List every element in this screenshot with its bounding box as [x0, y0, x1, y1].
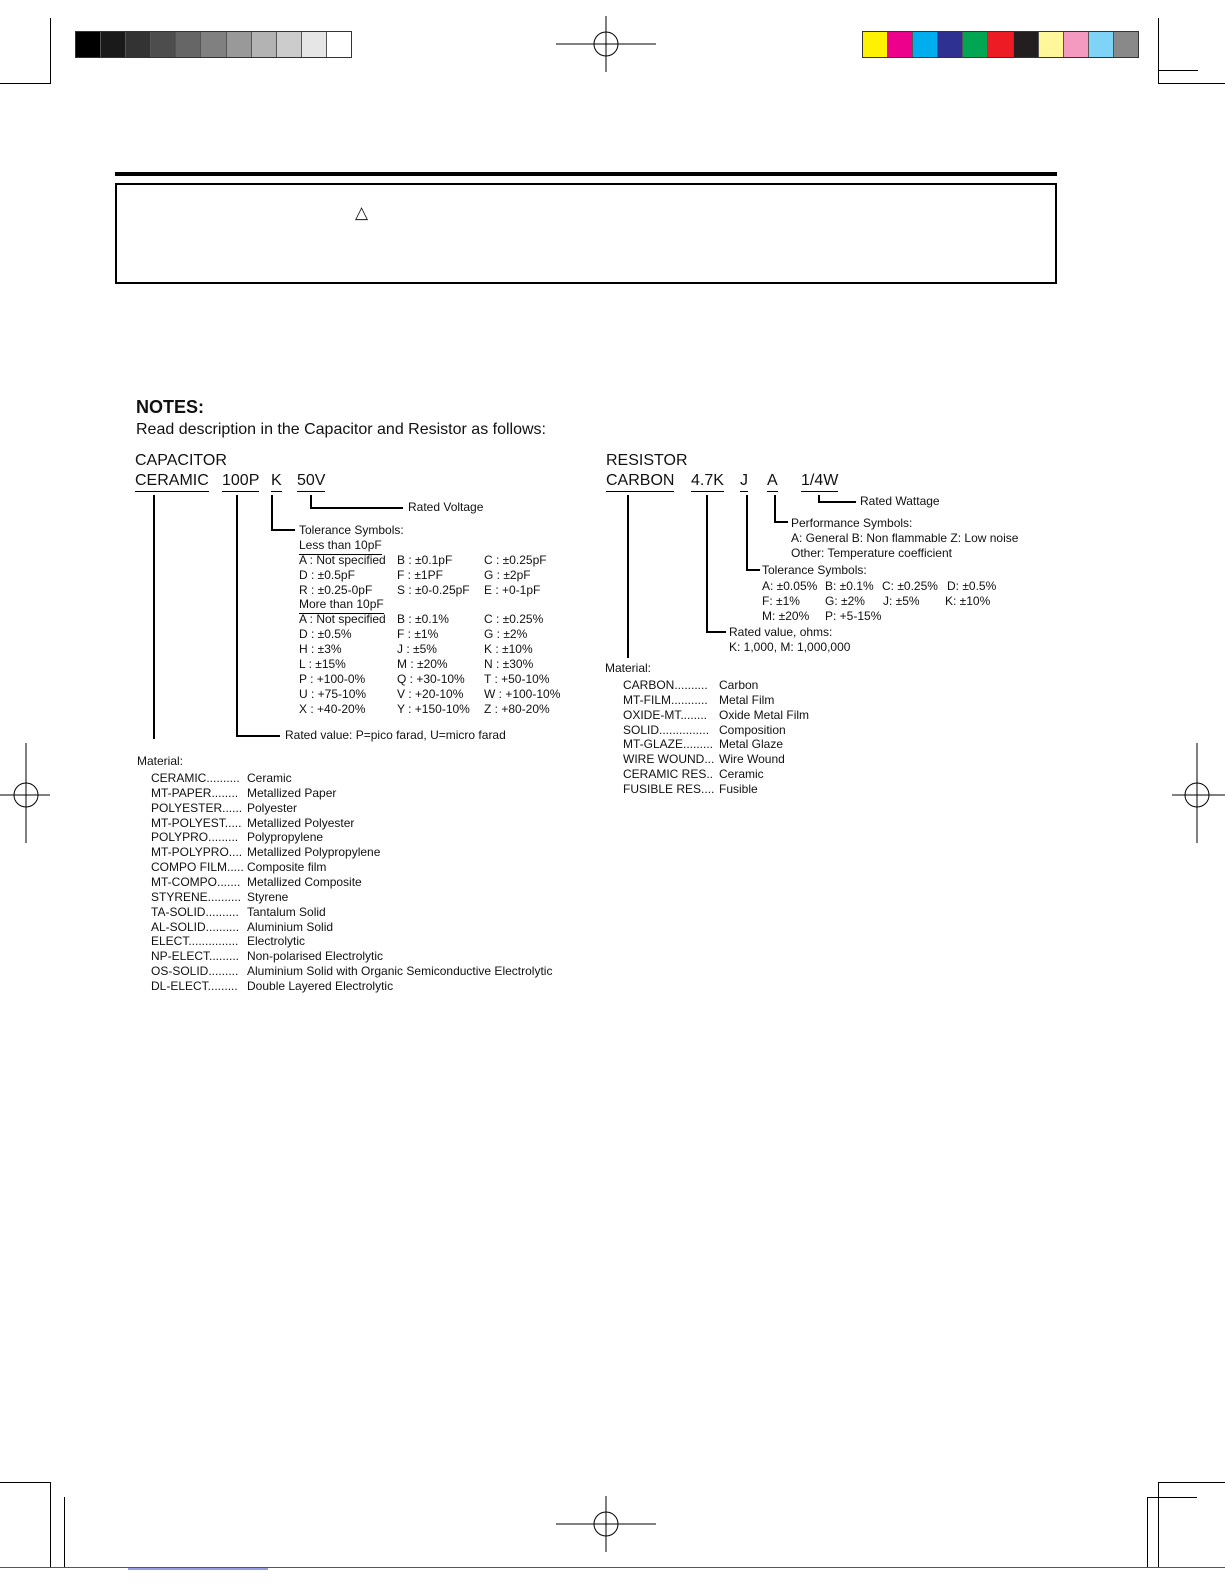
gray-swatch: [201, 32, 226, 57]
tolerance-cell: K : ±10%: [484, 642, 533, 656]
tolerance-cell: F : ±1PF: [397, 568, 443, 582]
material-code: TA-SOLID..........: [151, 904, 239, 919]
left-target-icon: [14, 783, 38, 807]
color-swatch-strip: [862, 31, 1139, 58]
material-code: MT-PAPER........: [151, 785, 239, 800]
capacitor-material-title: Material:: [137, 754, 184, 768]
color-swatch: [863, 32, 888, 57]
tolerance-cell: P: +5-15%: [825, 609, 882, 623]
tolerance-cell: D: ±0.5%: [947, 579, 997, 593]
material-description: Polyester: [247, 800, 298, 815]
material-code: MT-POLYEST.....: [151, 815, 242, 830]
material-description: Metallized Polyester: [247, 815, 355, 830]
material-description: Composition: [719, 722, 786, 737]
material-code: POLYPRO.........: [151, 830, 239, 845]
color-swatch: [1089, 32, 1114, 57]
tolerance-cell: X : +40-20%: [299, 702, 366, 716]
tolerance-cell: B : ±0.1pF: [397, 553, 453, 567]
tolerance-cell: K: ±10%: [945, 594, 991, 608]
material-code: AL-SOLID..........: [151, 919, 240, 934]
gray-swatch: [252, 32, 277, 57]
color-swatch: [1064, 32, 1089, 57]
tolerance-cell: B : ±0.1%: [397, 612, 449, 626]
resistor-code-performance: A: [767, 471, 778, 492]
resistor-code-value: 4.7K: [691, 471, 724, 492]
material-code: MT-COMPO.......: [151, 874, 241, 889]
resistor-code-material: CARBON: [606, 471, 674, 492]
capacitor-more-than-heading: More than 10pF: [299, 597, 384, 614]
resistor-code-tolerance: J: [740, 471, 748, 492]
tolerance-cell: J : ±5%: [397, 642, 437, 656]
capacitor-rated-voltage-label: Rated Voltage: [408, 500, 484, 514]
tolerance-cell: B: ±0.1%: [825, 579, 874, 593]
material-code: CARBON..........: [623, 678, 708, 692]
header-rule: [115, 172, 1057, 176]
material-code: NP-ELECT.........: [151, 949, 240, 964]
bottom-target-icon: [594, 1512, 618, 1536]
tolerance-cell: A : Not specified: [299, 553, 386, 567]
tolerance-cell: N : ±30%: [484, 657, 534, 671]
material-description: Oxide Metal Film: [719, 707, 810, 722]
material-code: CERAMIC RES..: [623, 767, 714, 782]
capacitor-code-tolerance: K: [271, 471, 282, 492]
capacitor-code-voltage: 50V: [297, 471, 325, 492]
tolerance-cell: F : ±1%: [397, 627, 439, 641]
material-code: FUSIBLE RES....: [623, 781, 715, 796]
material-description: Metallized Composite: [247, 874, 362, 889]
capacitor-title: CAPACITOR: [135, 452, 227, 469]
material-description: Metal Glaze: [719, 737, 784, 752]
resistor-rated-value-title: Rated value, ohms:: [729, 625, 833, 639]
grayscale-swatch-strip: [75, 31, 352, 58]
tolerance-cell: C : ±0.25pF: [484, 553, 547, 567]
tolerance-cell: M : ±20%: [397, 657, 448, 671]
color-swatch: [1114, 32, 1138, 57]
capacitor-code-material: CERAMIC: [135, 471, 209, 492]
capacitor-code-value: 100P: [222, 471, 259, 492]
gray-swatch: [176, 32, 201, 57]
material-description: Metal Film: [719, 692, 775, 707]
gray-swatch: [151, 32, 176, 57]
tolerance-cell: P : +100-0%: [299, 672, 366, 686]
tolerance-cell: V : +20-10%: [397, 687, 464, 701]
material-code: CERAMIC..........: [151, 771, 240, 785]
tolerance-cell: U : +75-10%: [299, 687, 367, 701]
warning-triangle-icon: △: [355, 203, 369, 222]
color-swatch: [988, 32, 1013, 57]
material-code: MT-GLAZE.........: [623, 737, 714, 752]
material-code: SOLID...............: [623, 722, 710, 737]
color-swatch: [888, 32, 913, 57]
tolerance-cell: T : +50-10%: [484, 672, 550, 686]
gray-swatch: [277, 32, 302, 57]
right-target-icon: [1185, 783, 1209, 807]
tolerance-cell: D : ±0.5pF: [299, 568, 355, 582]
material-code: MT-POLYPRO....: [151, 845, 243, 860]
tolerance-cell: D : ±0.5%: [299, 627, 352, 641]
capacitor-rated-value-label: Rated value: P=pico farad, U=micro farad: [285, 728, 506, 742]
capacitor-less-than-heading: Less than 10pF: [299, 538, 382, 555]
material-description: Fusible: [719, 781, 758, 796]
color-swatch: [1014, 32, 1039, 57]
material-description: Carbon: [719, 678, 759, 692]
material-description: Metallized Paper: [247, 785, 337, 800]
gray-swatch: [76, 32, 101, 57]
tolerance-cell: H : ±3%: [299, 642, 342, 656]
material-description: Composite film: [247, 860, 327, 875]
color-swatch: [963, 32, 988, 57]
gray-swatch: [227, 32, 252, 57]
resistor-material-title: Material:: [605, 661, 652, 675]
material-description: Non-polarised Electrolytic: [247, 949, 384, 964]
tolerance-cell: F: ±1%: [762, 594, 800, 608]
material-description: Ceramic: [247, 771, 292, 785]
material-description: Electrolytic: [247, 934, 306, 949]
tolerance-cell: G : ±2%: [484, 627, 528, 641]
tolerance-cell: M: ±20%: [762, 609, 810, 623]
color-swatch: [938, 32, 963, 57]
tolerance-cell: A : Not specified: [299, 612, 386, 626]
resistor-title: RESISTOR: [606, 452, 688, 469]
material-description: Double Layered Electrolytic: [247, 978, 394, 993]
material-code: STYRENE..........: [151, 889, 242, 904]
material-description: Ceramic: [719, 767, 764, 782]
gray-swatch: [126, 32, 151, 57]
tolerance-cell: R : ±0.25-0pF: [299, 583, 373, 597]
material-code: ELECT...............: [151, 934, 239, 949]
material-description: Polypropylene: [247, 830, 324, 845]
tolerance-cell: G: ±2%: [825, 594, 865, 608]
material-code: COMPO FILM.....: [151, 860, 244, 875]
caution-box: [115, 183, 1057, 284]
gray-swatch: [327, 32, 351, 57]
color-swatch: [1039, 32, 1064, 57]
resistor-rated-value-line: K: 1,000, M: 1,000,000: [729, 640, 851, 654]
resistor-tolerance-title: Tolerance Symbols:: [762, 563, 867, 577]
gray-swatch: [302, 32, 327, 57]
tolerance-cell: W : +100-10%: [484, 687, 561, 701]
gray-swatch: [101, 32, 126, 57]
material-description: Aluminium Solid: [247, 919, 334, 934]
color-swatch: [913, 32, 938, 57]
material-code: MT-FILM...........: [623, 692, 708, 707]
material-code: WIRE WOUND...: [623, 752, 715, 767]
top-target-icon: [594, 32, 618, 56]
resistor-performance-title: Performance Symbols:: [791, 516, 913, 530]
tolerance-cell: J: ±5%: [883, 594, 920, 608]
material-description: Metallized Polypropylene: [247, 845, 381, 860]
material-description: Wire Wound: [719, 752, 785, 767]
material-description: Aluminium Solid with Organic Semiconductive Electrolytic: [247, 964, 553, 979]
notes-intro: Read description in the Capacitor and Resistor as follows:: [136, 421, 546, 438]
tolerance-cell: E : +0-1pF: [484, 583, 541, 597]
tolerance-cell: C: ±0.25%: [882, 579, 938, 593]
tolerance-cell: C : ±0.25%: [484, 612, 544, 626]
resistor-performance-line2: Other: Temperature coefficient: [791, 546, 952, 560]
resistor-code-wattage: 1/4W: [801, 471, 838, 492]
material-code: OS-SOLID.........: [151, 964, 239, 979]
tolerance-cell: G : ±2pF: [484, 568, 531, 582]
tolerance-cell: L : ±15%: [299, 657, 346, 671]
material-code: POLYESTER......: [151, 800, 243, 815]
tolerance-cell: S : ±0-0.25pF: [397, 583, 470, 597]
material-code: DL-ELECT.........: [151, 978, 238, 993]
material-description: Tantalum Solid: [247, 904, 326, 919]
resistor-performance-line1: A: General B: Non flammable Z: Low noise: [791, 531, 1019, 545]
tolerance-cell: Y : +150-10%: [397, 702, 470, 716]
tolerance-cell: Z : +80-20%: [484, 702, 550, 716]
tolerance-cell: Q : +30-10%: [397, 672, 465, 686]
capacitor-tolerance-title: Tolerance Symbols:: [299, 523, 404, 537]
material-description: Styrene: [247, 889, 289, 904]
notes-heading: NOTES:: [136, 397, 205, 417]
tolerance-cell: A: ±0.05%: [762, 579, 818, 593]
material-code: OXIDE-MT........: [623, 707, 708, 722]
resistor-rated-wattage-label: Rated Wattage: [860, 494, 940, 508]
